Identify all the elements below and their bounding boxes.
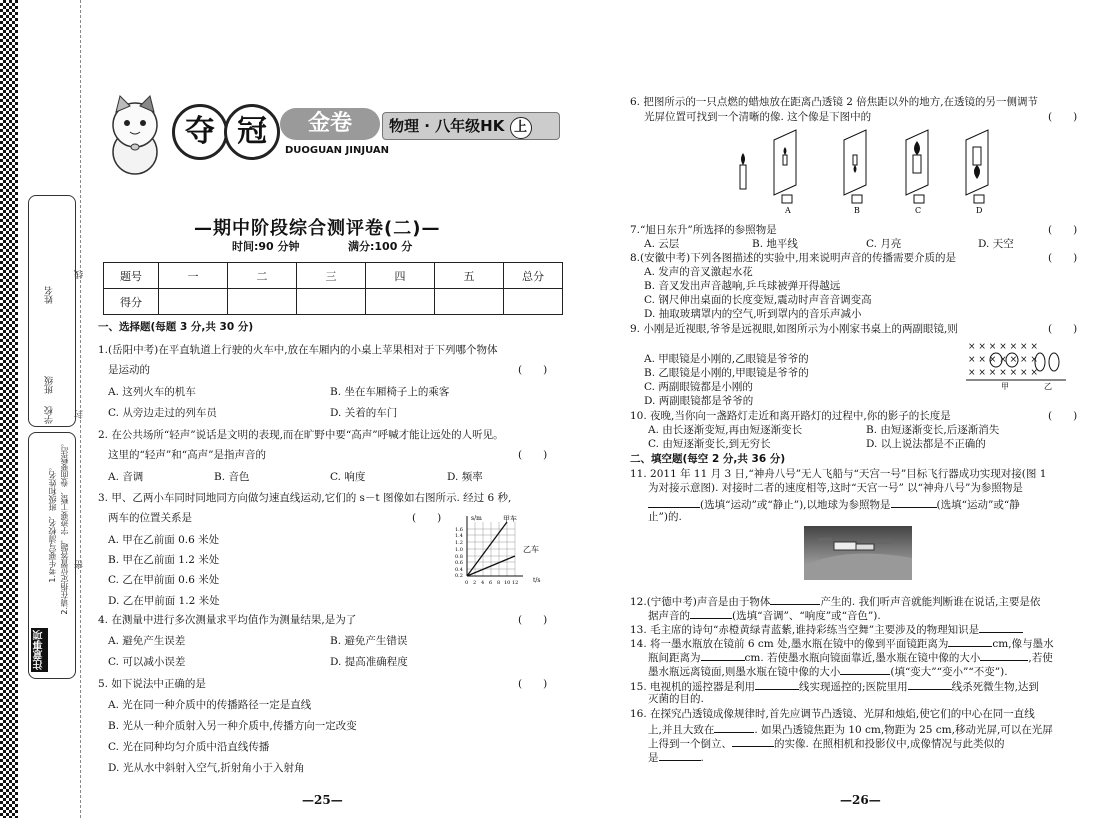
svg-text:× × × × × × ×: × × × × × × ×	[968, 368, 1038, 378]
score-input-cell[interactable]	[366, 289, 435, 315]
question-text: 16. 在探究凸透镜成像规律时,首先应调节凸透镜、光屏和烛焰,使它们的中心在同一直线	[630, 708, 1035, 720]
x-tick: 12	[512, 580, 519, 586]
graph-grid	[467, 522, 515, 576]
question-text: 这里的“轻声”和“高声”是指声音的	[108, 449, 266, 461]
answer-paren[interactable]: ( )	[1048, 224, 1078, 236]
option: D. 两副眼镜都是爷爷的	[644, 395, 754, 407]
st-graph	[445, 512, 553, 588]
class-label: 班级	[45, 376, 55, 394]
option: C. 由短逐渐变长,到无穷长	[648, 438, 771, 450]
question-text: 2. 在公共场所“轻声”说话是文明的表现,而在旷野中要“高声”呼喊才能让远处的人听见。	[98, 429, 504, 441]
option: D. 关着的车门	[330, 407, 398, 419]
page-number: —26—	[840, 793, 881, 807]
question-text: 光屏位置可找到一个清晰的像. 这个像是下图中的	[644, 111, 872, 123]
x-tick: 6	[489, 580, 493, 586]
notes-box	[28, 432, 76, 679]
option: A. 光在同一种介质中的传播路径一定是直线	[108, 699, 312, 711]
table-cell: 三	[297, 263, 366, 289]
answer-blank[interactable]	[891, 496, 937, 508]
docking-photo	[804, 526, 912, 580]
option: D. 天空	[978, 238, 1014, 250]
option: A. 这列火车的机车	[108, 386, 196, 398]
score-input-cell[interactable]	[228, 289, 297, 315]
svg-text:× × × × × × ×: × × × × × × ×	[968, 355, 1038, 365]
option: C. 从旁边走过的列车员	[108, 407, 217, 419]
cut-label: 密	[75, 560, 85, 569]
y-axis-label: s/m	[471, 515, 482, 522]
candle-icon	[740, 153, 746, 189]
answer-blank[interactable]	[648, 496, 700, 508]
exam-title: —期中阶段综合测评卷(二)—	[194, 218, 441, 239]
answer-blank[interactable]	[770, 593, 820, 605]
answer-blank[interactable]	[690, 607, 732, 619]
x-tick: 0	[465, 580, 469, 586]
score-input-cell[interactable]	[297, 289, 366, 315]
question-text: 4. 在测量中进行多次测量求平均值作为测量结果,是为了	[98, 614, 357, 626]
option: D. 乙在甲前面 1.2 米处	[108, 595, 220, 607]
answer-paren[interactable]: ( )	[518, 364, 548, 376]
question-text: 灭菌的目的.	[648, 693, 704, 705]
name-label: 姓名	[45, 286, 55, 304]
question-text: 为对接示意图). 对接时二者的速度相等,这时“天宫一号” 以“神舟八号”为参照物是	[648, 482, 1023, 494]
question-text: 11. 2011 年 11 月 3 日,“神舟八号”无人飞船与“天宫一号”目标飞行器成功实现对接(图 1	[630, 468, 1047, 480]
brand-char-1: 夺	[172, 104, 228, 160]
screen-c	[906, 130, 928, 215]
decorative-border	[0, 0, 18, 818]
answer-paren[interactable]: ( )	[518, 678, 548, 690]
screen-d	[966, 130, 988, 215]
option: C. 钢尺伸出桌面的长度变短,震动时声音音调变高	[644, 294, 872, 306]
answer-blank[interactable]	[714, 721, 754, 733]
answer-paren[interactable]: ( )	[1048, 323, 1078, 335]
option: A. 音调	[108, 471, 144, 483]
question-text: 9. 小刚是近视眼,爷爷是远视眼,如图所示为小刚家书桌上的两副眼镜,则	[630, 323, 958, 335]
option: A. 由长逐渐变短,再由短逐渐变长	[648, 424, 803, 436]
screen-b	[844, 130, 866, 215]
question-text: 两车的位置关系是	[108, 512, 192, 524]
glasses-figure	[966, 338, 1066, 390]
note-2: 2.请在指定位置答题，字迹要工整、卷面要整洁。	[60, 439, 69, 615]
question-text: 1.(岳阳中考)在平直轨道上行驶的火车中,放在车厢内的小桌上苹果相对于下列哪个物体	[98, 344, 498, 356]
section-heading: 二、填空题(每空 2 分,共 36 分)	[630, 453, 786, 465]
notes-title: 注意事项	[31, 628, 48, 672]
answer-blank[interactable]	[948, 635, 992, 647]
y-tick: 1.6	[455, 527, 463, 533]
option: D. 抽取玻璃罩内的空气,听到罩内的音乐声减小	[644, 308, 862, 320]
cat-mascot-icon	[100, 90, 170, 180]
option: D. 提高准确程度	[330, 656, 408, 668]
table-cell: 题号	[104, 263, 159, 289]
option: C. 月亮	[866, 238, 902, 250]
answer-paren[interactable]: ( )	[518, 614, 548, 626]
center-divider	[80, 0, 81, 818]
option: B. 乙眼镜是小刚的,甲眼镜是爷爷的	[644, 367, 809, 379]
label-yi: 乙	[1044, 382, 1052, 390]
exam-full-score: 满分:100 分	[348, 240, 413, 253]
option: B. 避免产生错误	[330, 635, 408, 647]
answer-paren[interactable]: ( )	[412, 512, 442, 524]
x-tick: 4	[481, 580, 485, 586]
volume-badge: 上	[510, 117, 532, 139]
y-tick: 1.2	[455, 540, 463, 546]
answer-blank[interactable]	[755, 678, 799, 690]
question-text: 13. 毛主席的诗句“赤橙黄绿青蓝紫,谁持彩练当空舞”主要涉及的物理知识是	[630, 621, 1023, 637]
answer-paren[interactable]: ( )	[1048, 252, 1078, 264]
question-text: 14. 将一墨水瓶放在镜前 6 cm 处,墨水瓶在镜中的像到平面镜距离为 cm,像与墨水	[630, 635, 1054, 651]
exam-time: 时间:90 分钟	[232, 240, 300, 253]
cut-label: 封	[75, 410, 85, 419]
question-text: 5. 如下说法中正确的是	[98, 678, 206, 690]
answer-blank[interactable]	[840, 663, 890, 675]
student-info-box	[28, 195, 76, 427]
y-tick: 0.4	[455, 567, 463, 573]
answer-paren[interactable]: ( )	[518, 449, 548, 461]
option: C. 响度	[330, 471, 366, 483]
x-axis-label: t/s	[533, 577, 541, 584]
x-tick: 10	[504, 580, 511, 586]
option: D. 频率	[447, 471, 483, 483]
question-text: 据声音的 (选填“音调”、“响度”或“音色”).	[648, 607, 881, 623]
option: B. 地平线	[752, 238, 798, 250]
legend-jia: 甲车	[503, 515, 517, 523]
table-cell: 总分	[504, 263, 563, 289]
answer-blank[interactable]	[908, 678, 952, 690]
option: C. 两副眼镜都是小刚的	[644, 381, 753, 393]
table-cell: 二	[228, 263, 297, 289]
answer-blank[interactable]	[732, 735, 774, 747]
x-tick: 8	[497, 580, 501, 586]
question-text: 7.“旭日东升”所选择的参照物是	[630, 224, 777, 236]
table-cell: 五	[435, 263, 504, 289]
svg-text:× × × × × × ×: × × × × × × ×	[968, 342, 1038, 352]
y-tick: 0.8	[455, 554, 463, 560]
table-cell: 得分	[104, 289, 159, 315]
option: D. 光从水中斜射入空气,折射角小于入射角	[108, 762, 305, 774]
question-text: 墨水瓶远离镜面,则墨水瓶在镜中像的大小 (填“变大”“变小”“不变”).	[648, 663, 1008, 679]
question-text: 是 .	[648, 749, 704, 765]
score-input-cell[interactable]	[504, 289, 563, 315]
brand-header	[100, 90, 560, 190]
option: B. 坐在车厢椅子上的乘客	[330, 386, 450, 398]
brand-pinyin: DUOGUAN JINJUAN	[285, 145, 389, 156]
option: B. 音色	[214, 471, 250, 483]
answer-blank[interactable]	[659, 749, 701, 761]
y-tick: 1.4	[455, 533, 463, 539]
option: C. 乙在甲前面 0.6 米处	[108, 574, 220, 586]
option: B. 由短逐渐变长,后逐渐消失	[866, 424, 1000, 436]
question-text: 上得到一个倒立、 的实像. 在照相机和投影仪中,成像情况与此类似的	[648, 735, 1005, 751]
legend-yi: 乙车	[523, 545, 539, 554]
answer-paren[interactable]: ( )	[1048, 410, 1078, 422]
option: B. 甲在乙前面 1.2 米处	[108, 554, 220, 566]
table-cell: 四	[366, 263, 435, 289]
option: C. 光在同种均匀介质中沿直线传播	[108, 741, 270, 753]
option: D. 以上说法都是不正确的	[866, 438, 986, 450]
subject-banner: 物理 · 八年级HK 上	[382, 112, 560, 140]
answer-blank[interactable]	[979, 621, 1023, 633]
spacecraft-icon	[856, 544, 874, 550]
svg-text:B: B	[854, 206, 860, 215]
svg-text:A: A	[785, 206, 791, 215]
lens-yi	[1049, 353, 1059, 371]
question-text: 瓶间距离为 cm. 若使墨水瓶向镜面靠近,墨水瓶在镜中像的大小 ,若使	[648, 649, 1053, 665]
option: C. 可以减小误差	[108, 656, 186, 668]
section-heading: 一、选择题(每题 3 分,共 30 分)	[98, 321, 254, 333]
candle-image-figure	[730, 125, 1000, 220]
option: A. 避免产生误差	[108, 635, 186, 647]
answer-paren[interactable]: ( )	[1048, 111, 1078, 123]
x-tick: 2	[473, 580, 477, 586]
score-input-cell[interactable]	[159, 289, 228, 315]
answer-blank[interactable]	[701, 649, 745, 661]
svg-text:C: C	[915, 206, 922, 215]
question-text: 6. 把图所示的一只点燃的蜡烛放在距离凸透镜 2 倍焦距以外的地方,在透镜的另一侧调节	[630, 96, 1039, 108]
brand-char-2: 冠	[224, 104, 280, 160]
table-cell: 一	[159, 263, 228, 289]
option: B. 光从一种介质射入另一种介质中,传播方向一定改变	[108, 720, 357, 732]
option: B. 音叉发出声音越响,乒乓球被弹开得越远	[644, 280, 841, 292]
answer-blank[interactable]	[980, 649, 1028, 661]
score-input-cell[interactable]	[435, 289, 504, 315]
label-jia: 甲	[1001, 382, 1009, 390]
question-text: 15. 电视机的遥控器是利用 线实现遥控的;医院里用 线杀死微生物,达到	[630, 678, 1039, 694]
cut-label: 线	[75, 270, 85, 279]
question-text: (选填“运动”或“静止”),以地球为参照物是 (选填“运动”或“静	[648, 496, 1020, 512]
question-text: 3. 甲、乙两小车同时同地同方向做匀速直线运动,它们的 s－t 图像如右图所示. 经过 6 秒,	[98, 492, 512, 504]
question-text: 12.(宁德中考)声音是由于物体 产生的. 我们听声音就能判断谁在说话,主要是依	[630, 593, 1040, 609]
y-tick: 1.0	[455, 547, 463, 553]
spacecraft-icon	[834, 542, 856, 550]
svg-text:D: D	[976, 206, 983, 215]
school-label: 学校	[45, 406, 55, 424]
page-number: —25—	[302, 793, 343, 807]
brand-gold: 金卷	[280, 108, 380, 140]
option: A. 甲眼镜是小刚的,乙眼镜是爷爷的	[644, 353, 809, 365]
screen-a	[774, 130, 796, 215]
y-tick: 0.6	[455, 560, 463, 566]
score-table	[103, 262, 563, 315]
option: A. 发声的音叉激起水花	[644, 266, 753, 278]
question-text: 10. 夜晚,当你向一盏路灯走近和离开路灯的过程中,你的影子的长度是	[630, 410, 951, 422]
question-text: 止”)的.	[648, 511, 682, 523]
note-1: 1.考生要写清校名、班级和姓名。	[48, 463, 57, 583]
question-text: 上,并且大致在 . 如果凸透镜焦距为 10 cm,物距为 25 cm,移动光屏,可以在光屏	[648, 721, 1053, 737]
option: A. 甲在乙前面 0.6 米处	[108, 534, 220, 546]
y-tick: 0.2	[455, 573, 463, 579]
question-text: 8.(安徽中考)下列各图描述的实验中,用来说明声音的传播需要介质的是	[630, 252, 957, 264]
option: A. 云层	[644, 238, 680, 250]
question-text: 是运动的	[108, 364, 150, 376]
